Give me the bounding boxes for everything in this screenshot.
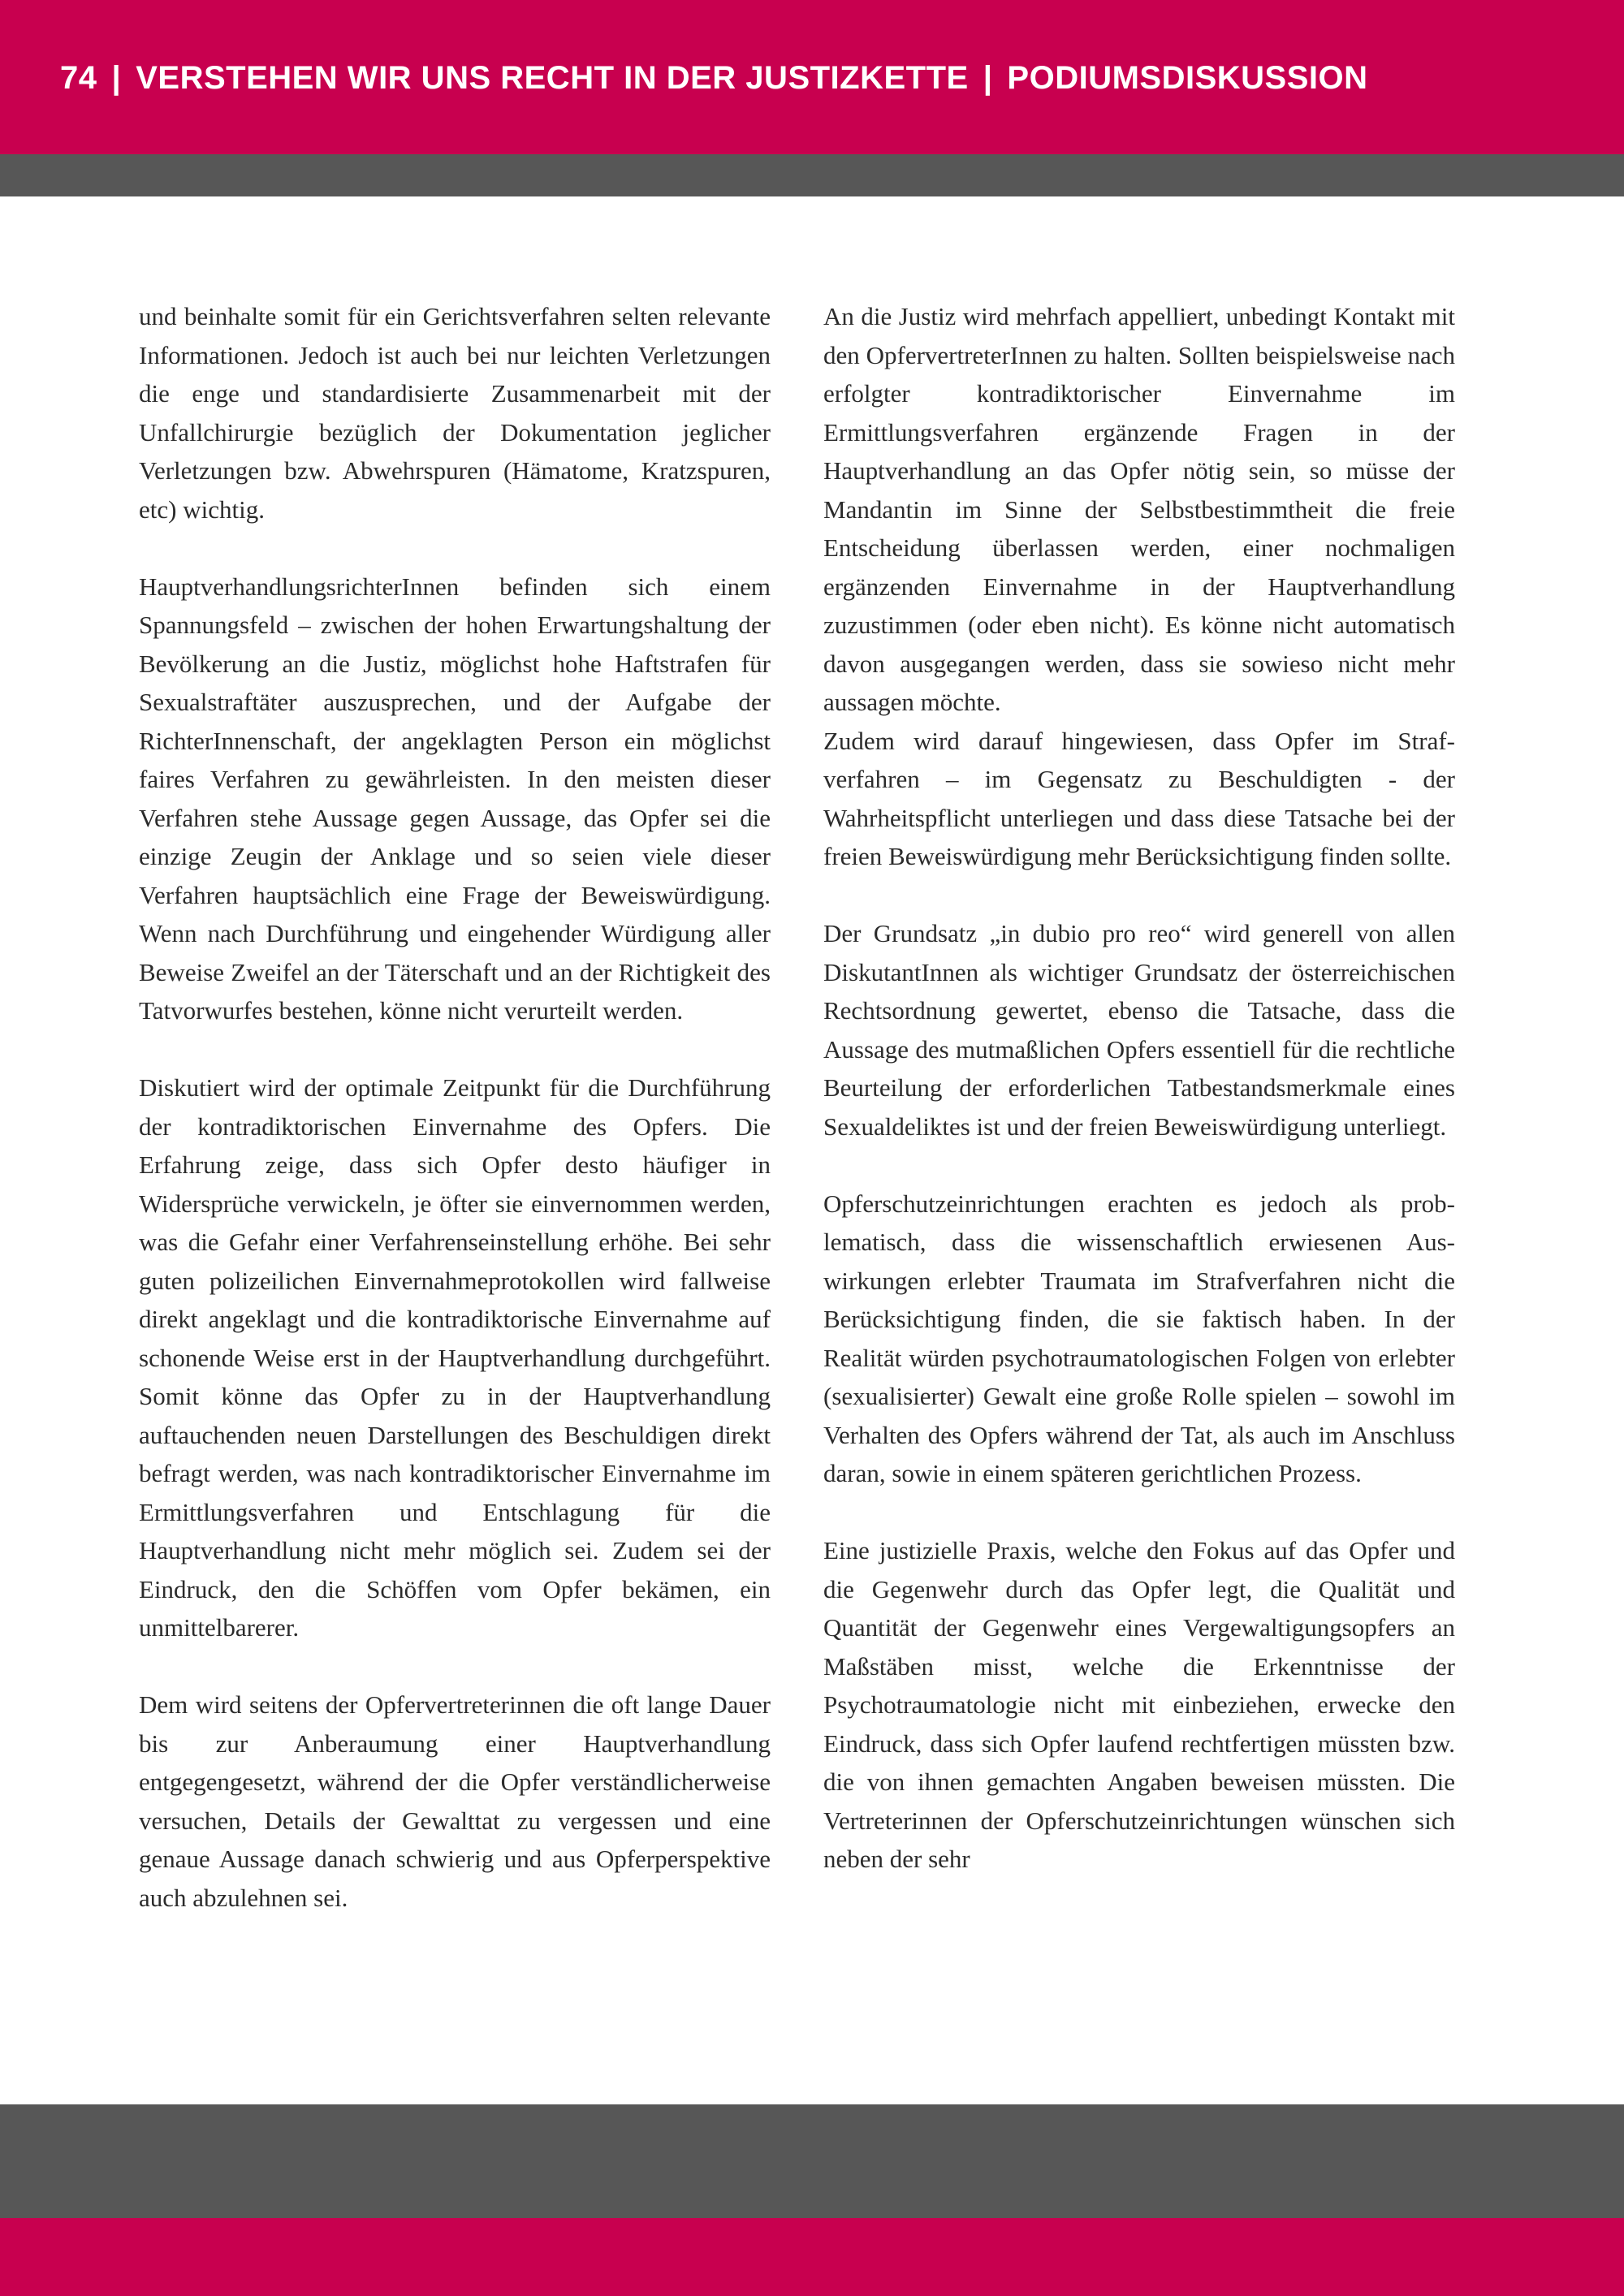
header-gray-band — [0, 154, 1624, 196]
paragraph: Zudem wird darauf hingewiesen, dass Opfer im Strafverfahren – im Gegensatz zu Beschuldigten - der Wahrheitspflicht unterliegen und dass diese Tatsache bei der freien Beweiswürdigung mehr Berücksichtigung finden sollte. — [823, 726, 1455, 870]
right-column — [823, 297, 1455, 1917]
left-column — [139, 297, 771, 1956]
page-number: 74 — [60, 60, 97, 96]
paragraph: Der Grundsatz „in dubio pro reo“ wird generell von allen DiskutantInnen als wichtiger Grundsatz der österreichischen Rechtsordnung gewertet, ebenso die Tatsache, dass die Aussage des mutmaßlichen Opfers essentiell für die rechtliche Beurteilung der erforderlichen Tatbestandsmerkmale eines Sexualdeliktes ist und der freien Beweiswürdigung unterliegt. — [823, 919, 1455, 1141]
paragraph: An die Justiz wird mehrfach appelliert, unbedingt Kontakt mit den OpfervertreterInnen zu halten. Sollten beispielsweise nach erfolgter kontradiktorischer Einvernahme im Ermittlungsverfahren ergänzende Fragen in der Hauptverhandlung an das Opfer nötig sein, so müsse der Mandantin im Sinne der Selbstbestimmtheit die freie Entscheidung überlassen werden, einer nochmaligen ergänzenden Einvernahme in der Hauptverhandlung zuzustimmen (oder eben nicht). Es könne nicht automatisch davon ausgegangen werden, dass sie sowieso nicht mehr aussagen möchte. — [823, 302, 1455, 716]
header-separator: | — [111, 60, 122, 96]
paragraph: Diskutiert wird der optimale Zeitpunkt für die Durchführung der kontradiktorischen Einvernahme des Opfers. Die Erfahrung zeige, dass sich Opfer desto häufiger in Widersprüche verwickeln, je öfter sie einvernommen werden, was die Gefahr einer Verfahrenseinstellung erhöhe. Bei sehr guten polizeilichen Einvernahmeprotokollen wird fallweise direkt angeklagt und die kontradiktorische Einvernahme auf schonende Weise erst in der Hauptverhandlung durchgeführt. Somit könne das Opfer zu in der Hauptverhandlung auftauchenden neuen Darstellungen des Beschuldigen direkt befragt werden, was nach kontradiktorischer Einvernahme im Ermittlungsverfahren und Entschlagung für die Hauptverhandlung nicht mehr möglich sei. Zudem sei der Eindruck, den die Schöffen vom Opfer bekämen, ein unmittelbarerer. — [139, 1073, 771, 1642]
paragraph: HauptverhandlungsrichterInnen befinden sich einem Spannungsfeld – zwischen der hohen Erwartungshaltung der Bevölkerung an die Justiz, möglichst hohe Haftstrafen für Sexualstraftäter auszusprechen, und der Aufgabe der RichterInnenschaft, der angeklagten Person ein möglichst faires Verfahren zu gewährleisten. In den meisten dieser Verfahren stehe Aussage gegen Aussage, das Opfer sei die einzige Zeugin der Anklage und so seien viele dieser Verfahren hauptsächlich eine Frage der Beweiswürdigung. Wenn nach Durchführung und eingehender Würdigung aller Beweise Zweifel an der Täterschaft und an der Richtigkeit des Tatvorwurfes bestehen, könne nicht verurteilt werden. — [139, 572, 771, 1025]
paragraph: und beinhalte somit für ein Gerichtsverfahren selten relevante Informationen. Jedoch ist auch bei nur leichten Verletzungen die enge und standardisierte Zusammenarbeit mit der Unfallchirurgie bezüglich der Dokumentation jeglicher Verletzungen bzw. Abwehrspuren (Hämatome, Kratzspuren, etc) wichtig. — [139, 302, 771, 524]
footer-gray-band — [0, 2104, 1624, 2218]
footer-band — [0, 2218, 1624, 2296]
page-header — [60, 55, 1368, 101]
header-title: VERSTEHEN WIR UNS RECHT IN DER JUSTIZKETTE — [136, 60, 969, 96]
paragraph: Opferschutzeinrichtungen erachten es jedoch als problematisch, dass die wissenschaftlich erwiesenen Auswirkungen erlebter Traumata im Strafverfahren nicht die Berücksichtigung finden, die sie faktisch haben. In der Realität würden psychotraumatologischen Folgen von erlebter (sexualisierter) Gewalt eine große Rolle spielen – sowohl im Verhalten des Opfers während der Tat, als auch im Anschluss daran, sowie in einem späteren gerichtlichen Prozess. — [823, 1189, 1455, 1487]
paragraph: Eine justizielle Praxis, welche den Fokus auf das Opfer und die Gegenwehr durch das Opfer legt, die Qualität und Quantität der Gegenwehr eines Vergewaltigungsopfers an Maßstäben misst, welche die Erkenntnisse der Psychotraumatologie nicht mit einbeziehen, erwecke den Eindruck, dass sich Opfer laufend rechtfertigen müssten bzw. die von ihnen gemachten Angaben beweisen müssten. Die Vertreterinnen der Opferschutzeinrichtungen wünschen sich neben der sehr — [823, 1536, 1455, 1873]
paragraph: Dem wird seitens der Opfervertreterinnen die oft lange Dauer bis zur Anberaumung einer Hauptverhandlung entgegengesetzt, während der die Opfer verständlicherweise versuchen, Details der Gewalttat zu vergessen und eine genaue Aussage danach schwierig und aus Opferperspektive auch abzulehnen sei. — [139, 1690, 771, 1912]
header-section: PODIUMSDISKUSSION — [1007, 60, 1368, 96]
header-separator-2: | — [983, 60, 993, 96]
